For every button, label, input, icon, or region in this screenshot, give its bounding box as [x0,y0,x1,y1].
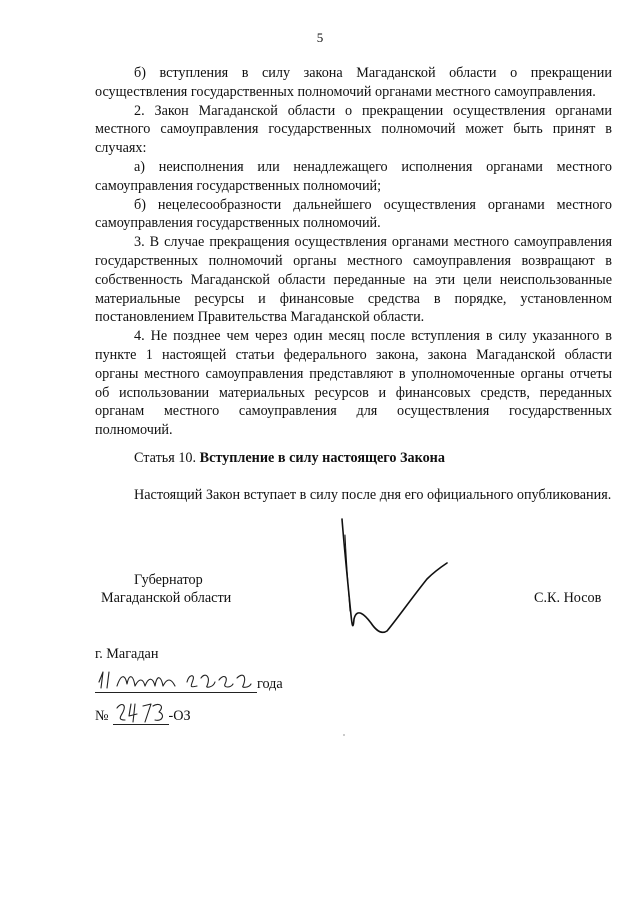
handwritten-date-scribble [95,668,257,692]
signatory-region: Магаданской области [101,590,232,606]
date-suffix: года [257,676,283,692]
city: г. Магадан [95,646,159,662]
law-number-line [95,706,191,725]
paragraph-2: 2. Закон Магаданской области о прекращении осуществления органами местного самоуправления государственных полномочий может быть принят в случаях: [95,102,612,157]
paragraph-2b: б) нецелесообразности дальнейшего осуществления органами местного самоуправления государственных полномочий. [95,196,612,232]
law-number-suffix: -ОЗ [168,708,191,724]
scan-speck [343,734,345,736]
number-sign: № [95,708,109,724]
signatory-title: Губернатор [134,572,203,588]
article-label: Статья 10. [134,450,197,466]
article-title: Вступление в силу настоящего Закона [199,450,445,466]
paragraph-1b: б) вступления в силу закона Магаданской области о прекращении осуществления государственных полномочий органами местного самоуправления. [95,65,612,100]
article-text: Настоящий Закон вступает в силу после дня его официального опубликования. [134,487,612,503]
handwritten-date [95,674,257,693]
paragraph-4: 4. Не позднее чем через один месяц после вступления в силу указанного в пункте 1 настоящей статьи федерального закона, закона Магаданской области органы местного самоуправления представляют в уполномоченные органы отчеты об использовании материальных ресурсов и финансовых средств, переданных органам местного самоуправления для осуществления государственных полномочий. [95,328,612,439]
page-number: 5 [316,30,324,45]
paragraph-3: 3. В случае прекращения осуществления органами местного самоуправления государственных полномочий органы местного самоуправления возвращают в собственность Магаданской области переданные на эти цели неиспользованные материальные ресурсы и финансовые средства в порядке, установленном постановлением Правительства Магаданской области. [95,234,612,326]
handwritten-number-scribble [113,700,169,724]
handwritten-law-number [113,706,169,725]
article-body [95,486,612,505]
paragraph-2a: а) неисполнения или ненадлежащего исполнения органами местного самоуправления государственных полномочий; [95,158,612,194]
document-body [95,64,612,440]
signatory-name: С.К. Носов [534,590,602,606]
handwritten-signature [335,515,455,645]
date-line [95,674,283,693]
article-heading [134,450,445,467]
